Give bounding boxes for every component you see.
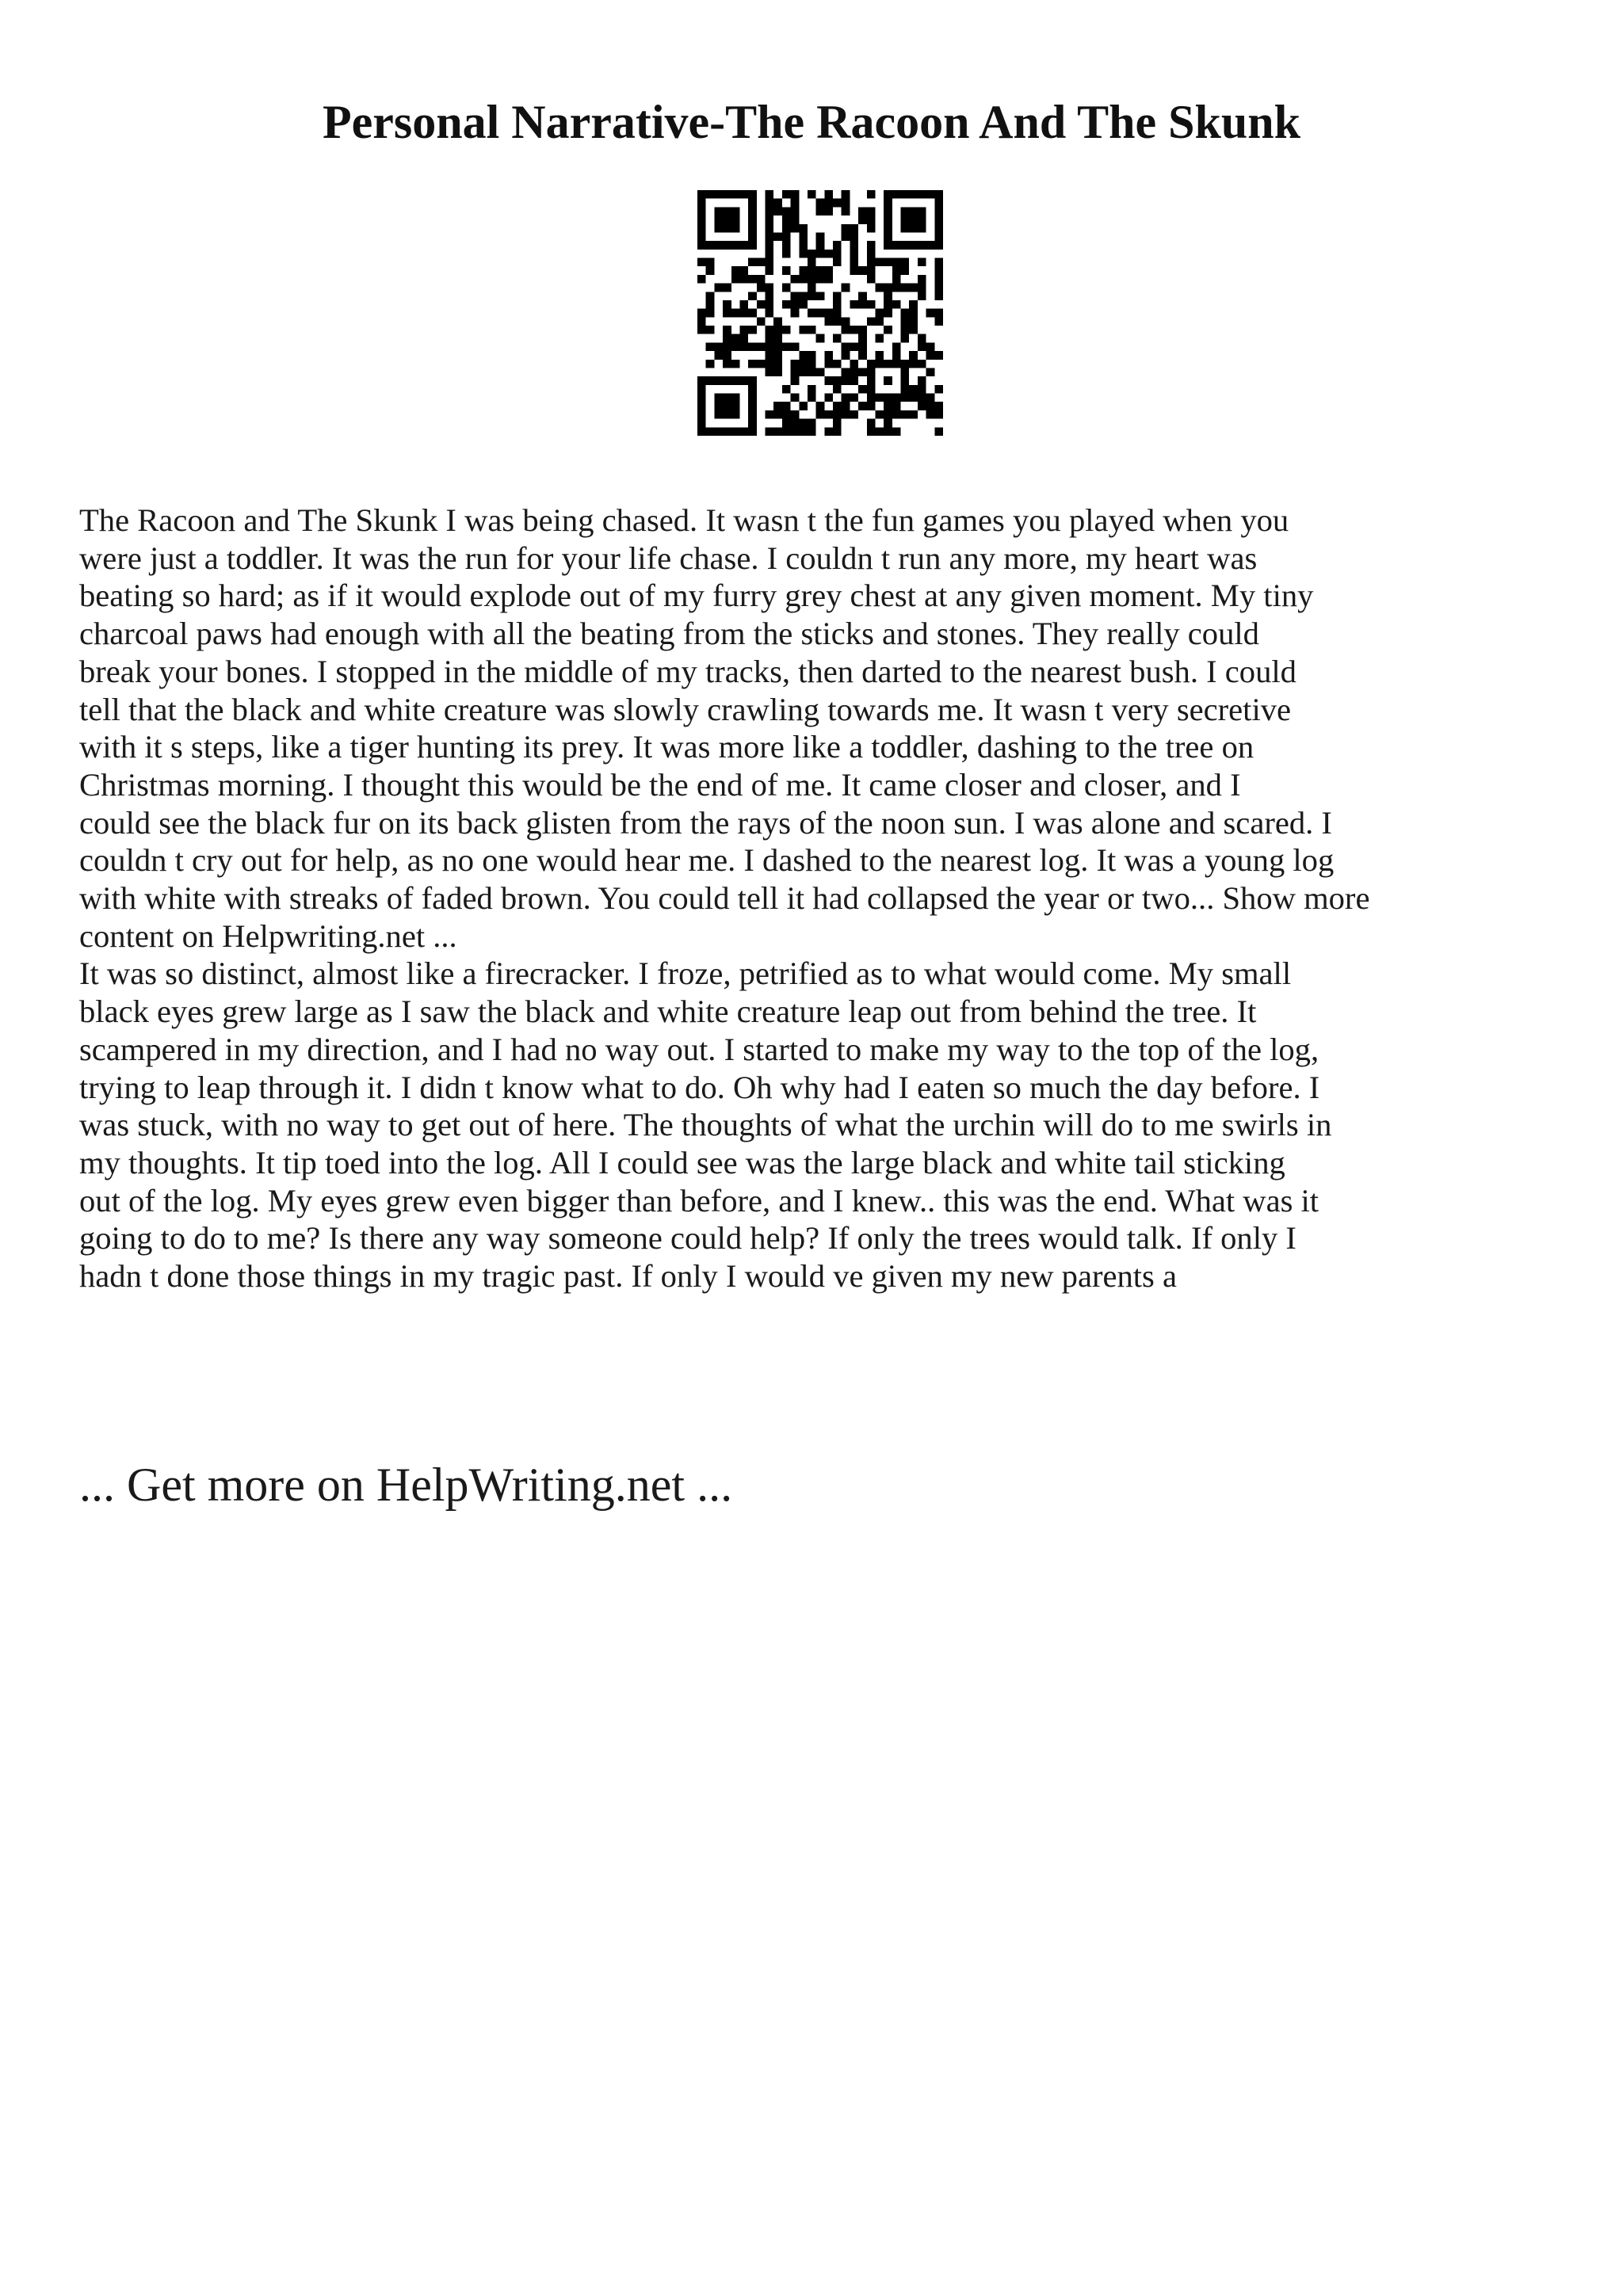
document-title: Personal Narrative-The Racoon And The Skunk <box>322 96 1301 148</box>
article-body <box>79 502 1569 1295</box>
paragraph-2: It was so distinct, almost like a firecracker. I froze, petrified as to what would come. My small black eyes grew large as I saw the black and white creature leap out from behind the tree. It scampered in my direction, and I had no way out. I started to make my way to the top of the log, trying to leap through it. I didn t know what to do. Oh why had I eaten so much the day before. I was stuck, with no way to get out of here. The thoughts of what the urchin will do to me swirls in my thoughts. It tip toed into the log. All I could see was the large black and white tail sticking out of the log. My eyes grew even bigger than before, and I knew.. this was the end. What was it going to do to me? Is there any way someone could help? If only the trees would talk. If only I hadn t done those things in my tragic past. If only I would ve given my new parents a <box>79 955 1332 1295</box>
paragraph-1: The Racoon and The Skunk I was being chased. It wasn t the fun games you played when you were just a toddler. It was the run for your life chase. I couldn t run any more, my heart was beating so hard; as if it would explode out of my furry grey chest at any given moment. My tiny charcoal paws had enough with all the beating from the sticks and stones. They really could break your bones. I stopped in the middle of my tracks, then darted to the nearest bush. I could tell that the black and white creature was slowly crawling towards me. It wasn t very secretive with it s steps, like a tiger hunting its prey. It was more like a toddler, dashing to the tree on Christmas morning. I thought this would be the end of me. It came closer and closer, and I could see the black fur on its back glisten from the rays of the noon sun. I was alone and scared. I couldn t cry out for help, as no one would hear me. I dashed to the nearest log. It was a young log with white with streaks of faded brown. You could tell it had collapsed the year or two... Show more content on Helpwriting.net ... <box>79 502 1370 954</box>
get-more-link[interactable]: ... Get more on HelpWriting.net ... <box>79 1459 733 1511</box>
qr-code-image <box>697 190 943 436</box>
